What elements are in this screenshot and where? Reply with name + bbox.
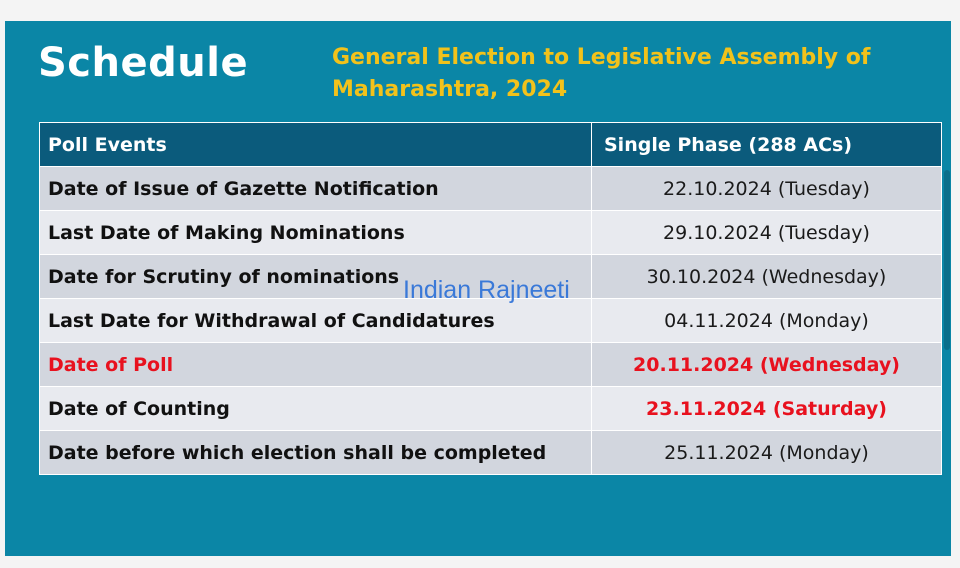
page-title: Schedule bbox=[38, 40, 249, 86]
column-header-single-phase: Single Phase (288 ACs) bbox=[592, 123, 942, 167]
poll-date-cell: 20.11.2024 (Wednesday) bbox=[592, 343, 942, 387]
table-row bbox=[40, 211, 942, 255]
table-row bbox=[40, 343, 942, 387]
poll-event-cell: Date for Scrutiny of nominations bbox=[40, 255, 592, 299]
poll-date-cell: 04.11.2024 (Monday) bbox=[592, 299, 942, 343]
page-subtitle: General Election to Legislative Assembly of Maharashtra, 2024 bbox=[332, 45, 871, 102]
window-edge bbox=[951, 21, 960, 556]
poll-event-cell: Last Date for Withdrawal of Candidatures bbox=[40, 299, 592, 343]
poll-event-cell: Date of Counting bbox=[40, 387, 592, 431]
poll-event-cell: Last Date of Making Nominations bbox=[40, 211, 592, 255]
table-row bbox=[40, 431, 942, 475]
poll-event-cell: Date of Poll bbox=[40, 343, 592, 387]
poll-date-cell: 30.10.2024 (Wednesday) bbox=[592, 255, 942, 299]
table-row bbox=[40, 299, 942, 343]
column-header-poll-events: Poll Events bbox=[40, 123, 592, 167]
poll-date-cell: 22.10.2024 (Tuesday) bbox=[592, 167, 942, 211]
table-header-row bbox=[40, 123, 942, 167]
vertical-scrollbar[interactable] bbox=[944, 170, 950, 350]
poll-date-cell: 29.10.2024 (Tuesday) bbox=[592, 211, 942, 255]
poll-event-cell: Date before which election shall be completed bbox=[40, 431, 592, 475]
poll-date-cell: 23.11.2024 (Saturday) bbox=[592, 387, 942, 431]
poll-date-cell: 25.11.2024 (Monday) bbox=[592, 431, 942, 475]
poll-event-cell: Date of Issue of Gazette Notification bbox=[40, 167, 592, 211]
table-row bbox=[40, 167, 942, 211]
table-row bbox=[40, 387, 942, 431]
watermark-text: Indian Rajneeti bbox=[403, 276, 570, 304]
